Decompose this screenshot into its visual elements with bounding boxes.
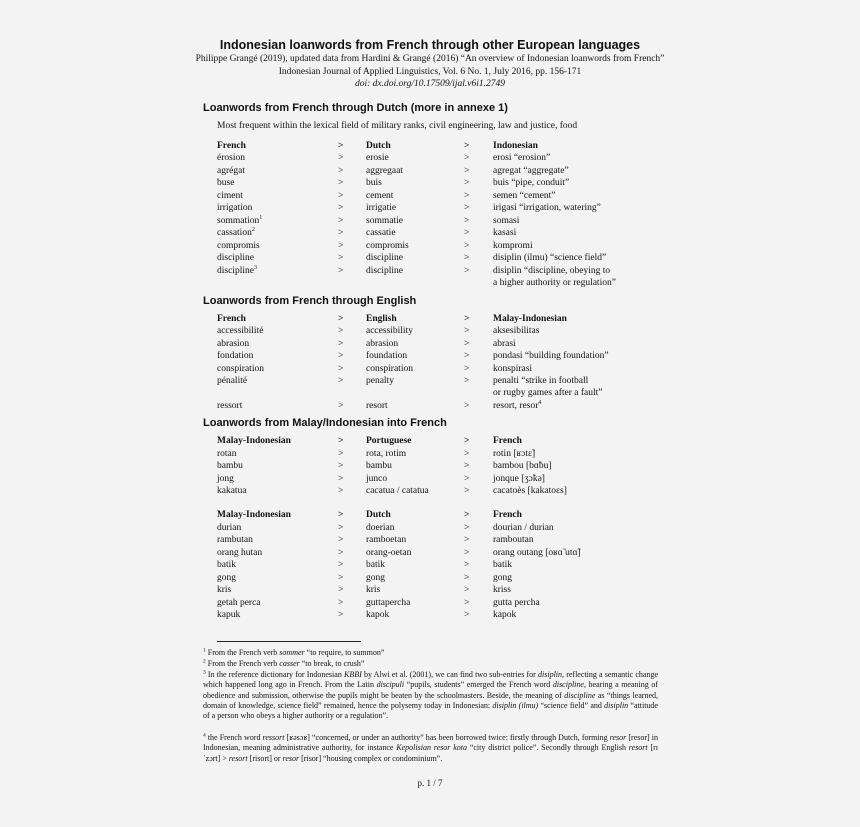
document-title: Indonesian loanwords from French through other European languages [219,38,641,52]
cell-arrow: > [338,191,344,201]
footnote-term: KBBI [344,670,362,679]
table-row [0,338,860,351]
footnote-term: disiplin [604,700,629,710]
cell-target: aksesibilitas [493,326,540,336]
cell-source: pénalité [217,376,248,386]
cell-arrow: > [464,585,470,595]
cell-arrow: > [464,560,470,570]
cell-source: agrégat [217,166,245,176]
header-cell: Malay-Indonesian [217,436,291,446]
footnote-term: casser [279,659,300,668]
cell-target: kompromi [493,241,533,251]
table-row [0,375,860,388]
cell-arrow: > [464,573,470,583]
table-row [0,597,860,610]
cell-continuation: a higher authority or regulation” [493,278,616,288]
cell-source: rotan [217,449,237,459]
table-row [0,609,860,622]
footnote-text: In the reference dictionary for Indonesian [207,670,344,679]
footnote-text: “attitude of a person who obeys a higher authority or a regulation”. [203,700,658,721]
cell-via: sommatie [366,216,403,226]
cell-target: agregat “aggregate” [493,166,569,176]
cell-source: bambu [217,461,243,471]
cell-target [493,400,541,413]
cell-target: jonque [ʒɔ̃kə] [493,474,545,484]
cell-arrow: > [338,364,344,374]
cell-via: doerian [366,523,395,533]
cell-source: kapuk [217,610,241,620]
footnote-text: , bearing a meaning of obedience and submission, otherwise the pupils might be beaten by the schoolmasters. Beside, the meaning of [203,680,658,700]
cell-source: érosion [217,153,245,163]
footnote-number: 4 [203,732,206,739]
cell-source [217,265,257,278]
footnote-text: From the French verb [207,659,280,668]
footnote-number: 1 [203,647,206,654]
cell-target: ramboutan [493,535,534,545]
footnote-term: resor [282,753,300,763]
footnote-text: [risort] or [247,753,283,763]
cell-arrow: > [464,216,470,226]
header-cell: > [338,510,344,520]
cell-source: orang hutan [217,548,263,558]
cell-arrow: > [464,523,470,533]
cell-target: konspirasi [493,364,533,374]
cell-target-text: resort, resor [493,401,539,411]
table-row [0,265,860,278]
cell-arrow: > [338,241,344,251]
footnote-separator [217,641,361,642]
table-header [0,435,860,448]
footnote-text: “to require, to summon” [304,648,385,657]
page-number: p. 1 / 7 [417,778,443,788]
table-row [0,227,860,240]
cell-arrow: > [338,253,344,263]
footnote-term: disiplin (ilmu) [492,700,539,710]
cell-via: accessibility [366,326,413,336]
footnote-text: “city district police”. Secondly through English [467,743,629,753]
cell-arrow: > [464,474,470,484]
footnote-term: resort [628,743,648,753]
table-row [0,448,860,461]
cell-source: irrigation [217,203,253,213]
cell-target: bambou [bɑ̃bu] [493,461,552,471]
cell-source: discipline [217,253,254,263]
header-cell: Dutch [366,510,391,520]
citation-line-1: Philippe Grangé (2019), updated data from Hardini & Grangé (2016) “An overview of Indonesian loanwords [195,54,611,64]
table-row [0,240,860,253]
header-cell: French [493,436,522,446]
cell-source: ressort [217,401,243,411]
cell-arrow: > [338,216,344,226]
cell-arrow: > [338,339,344,349]
cell-arrow: > [338,351,344,361]
cell-arrow: > [464,253,470,263]
cell-via: kapok [366,610,390,620]
cell-arrow: > [464,449,470,459]
header-cell: Indonesian [493,141,538,151]
footnote-term: resort [228,753,248,763]
cell-source-text: sommation [217,216,260,226]
cell-via: cacatua / catatua [366,486,429,496]
cell-arrow: > [338,401,344,411]
header-cell: French [217,314,246,324]
cell-target: kapok [493,610,517,620]
footnote-term: disiplin [538,670,563,679]
cell-arrow: > [338,166,344,176]
section-heading-malay-french: Loanwords from Malay/Indonesian into French [203,417,447,429]
cell-target: erosi “erosion” [493,153,551,163]
cell-via: kris [366,585,381,595]
cell-arrow: > [464,153,470,163]
header-cell: Dutch [366,141,391,151]
cell-arrow: > [464,535,470,545]
table-header [0,140,860,153]
cell-source: compromis [217,241,260,251]
cell-source: getah perca [217,598,261,608]
table-row [0,152,860,165]
table-row [0,485,860,498]
cell-via: conspiration [366,364,413,374]
footnote-text: [risor] “housing complex or condominium”. [299,753,443,763]
header-cell: > [338,436,344,446]
header-cell: English [366,314,397,324]
footnote-text: [resor] in Indonesian, meaning administrative authority, for instance [203,733,658,753]
footnote-term: ressort [262,733,285,742]
footnote-text: , reflecting a semantic change which happened long ago in French. From the Latin [203,670,658,690]
cell-arrow: > [464,548,470,558]
cell-arrow: > [338,523,344,533]
cell-source [217,215,262,228]
cell-arrow: > [464,178,470,188]
cell-arrow: > [338,486,344,496]
footnote-text: the French word [205,733,263,742]
cell-arrow: > [464,326,470,336]
cell-target: pondasi “building foundation” [493,351,609,361]
header-cell: > [464,314,470,324]
table-row [0,190,860,203]
header-cell: Malay-Indonesian [493,314,567,324]
doi-link[interactable]: doi: dx.doi.org/10.17509/ijal.v6i1.2749 [354,79,506,89]
cell-source: fondation [217,351,254,361]
header-cell: > [464,141,470,151]
cell-arrow: > [338,610,344,620]
footnote-number: 2 [203,658,206,665]
cell-target: irigasi “irrigation, watering” [493,203,601,213]
cell-via: ramboetan [366,535,407,545]
cell-source: durian [217,523,242,533]
footnote-text: “science field” and [538,700,605,710]
cell-via: orang-oetan [366,548,412,558]
cell-source: batik [217,560,236,570]
footnote-term: Kepolisian resor kota [396,743,467,753]
footnote-2 [203,659,658,669]
section-intro: Most frequent within the lexical field of military ranks, civil engineering, law and justice, food [217,121,578,131]
header-cell: French [217,141,246,151]
cell-arrow: > [338,203,344,213]
header-cell: French [493,510,522,520]
footnote-ref-3[interactable]: 3 [253,264,257,271]
cell-via: penalty [366,376,394,386]
footnote-text: by Alwi et al. (2001), we can find two sub-entries for [361,670,539,679]
footnote-term: discipline [564,690,596,700]
cell-arrow: > [464,228,470,238]
cell-via: erosie [366,153,389,163]
cell-target: orang outang [oʁɑ̃ utɑ̃] [493,548,581,558]
cell-arrow: > [464,486,470,496]
table-row [0,177,860,190]
cell-target: abrasi [493,339,516,349]
cell-target: penalti “strike in football [493,376,589,386]
footnote-text: as “things learned, domain of knowledge, science field” remained, hence the polysemy today in Indonesian: [203,690,658,710]
section-heading-french-english: Loanwords from French through English [203,295,417,307]
table-row [0,584,860,597]
cell-via: aggregaat [366,166,403,176]
cell-target: semen “cement” [493,191,556,201]
table-row [0,400,860,413]
cell-via: gong [366,573,385,583]
cell-arrow: > [464,598,470,608]
citation-line-2: from French” Indonesian Journal of Applied Linguistics, Vol. 6 No. 1, July 2016, pp. 156-171 [278,54,665,77]
table-row [0,252,860,265]
cell-source: abrasion [217,339,250,349]
cell-arrow: > [464,339,470,349]
cell-arrow: > [338,560,344,570]
cell-arrow: > [464,191,470,201]
footnote-text: From the French verb [207,648,280,657]
footnote-term: sommer [279,648,305,657]
cell-arrow: > [338,178,344,188]
cell-arrow: > [464,401,470,411]
cell-via: abrasion [366,339,399,349]
cell-arrow: > [338,548,344,558]
cell-arrow: > [338,266,344,276]
cell-continuation: or rugby games after a fault” [493,388,603,398]
cell-arrow: > [338,376,344,386]
cell-source: accessibilité [217,326,264,336]
cell-source: buse [217,178,235,188]
footnote-text: “to break, to crush” [299,659,365,668]
cell-arrow: > [338,449,344,459]
cell-arrow: > [464,376,470,386]
cell-source: gong [217,573,236,583]
cell-target: gong [493,573,512,583]
table-row [0,559,860,572]
footnote-term: discipuli [376,680,405,690]
footnote-number: 3 [203,669,206,676]
table-row [0,215,860,228]
cell-target: kasasi [493,228,517,238]
table-row [0,363,860,376]
cell-arrow: > [338,535,344,545]
table-row [0,547,860,560]
cell-source-text: discipline [217,266,254,276]
cell-arrow: > [338,598,344,608]
table-header [0,313,860,326]
footnote-ref-4[interactable]: 4 [538,399,542,406]
cell-source [217,227,255,240]
cell-target: rotin [ʁɔtɛ̃] [493,449,536,459]
cell-target: kriss [493,585,511,595]
table-row [0,473,860,486]
cell-via: junco [366,474,388,484]
table-row [0,350,860,363]
header-cell: Portuguese [366,436,412,446]
cell-arrow: > [464,351,470,361]
cell-target: buis “pipe, conduit” [493,178,570,188]
cell-arrow: > [464,203,470,213]
cell-target: batik [493,560,512,570]
cell-arrow: > [338,573,344,583]
cell-target: somasi [493,216,520,226]
cell-source: rambutan [217,535,253,545]
table-row [0,202,860,215]
section-heading-french-dutch: Loanwords from French through Dutch (more in annexe 1) [203,102,508,114]
cell-target: disiplin (ilmu) “science field” [493,253,607,263]
header-cell: Malay-Indonesian [217,510,291,520]
cell-via: batik [366,560,385,570]
cell-arrow: > [464,266,470,276]
footnote-ref-2[interactable]: 2 [251,226,255,233]
cell-arrow: > [464,610,470,620]
header-cell: > [338,314,344,324]
footnote-1 [203,648,658,658]
cell-arrow: > [338,228,344,238]
table-row [0,165,860,178]
cell-source: jong [217,474,234,484]
footnote-text: [rɪˈzɔrt] > [203,743,658,763]
table-row [0,325,860,338]
cell-via: buis [366,178,382,188]
cell-arrow: > [464,461,470,471]
table-row [0,522,860,535]
cell-target: cacatoès [kakatoɛs] [493,486,567,496]
cell-arrow: > [464,364,470,374]
footnote-text: [ʁəsɔʁ] “concerned, or under an authority” has been borrowed twice: firstly through Dutch, forming [284,733,610,742]
cell-arrow: > [464,241,470,251]
cell-source: kakatua [217,486,247,496]
table-row [0,572,860,585]
cell-via: resort [366,401,388,411]
footnote-3 [203,670,658,721]
cell-target: gutta percha [493,598,540,608]
footnote-term: discipline [552,680,584,690]
footnote-4 [203,733,658,764]
cell-via: discipline [366,253,403,263]
cell-source: kris [217,585,232,595]
cell-via: compromis [366,241,409,251]
cell-source: ciment [217,191,243,201]
cell-arrow: > [338,585,344,595]
cell-via: guttapercha [366,598,411,608]
cell-via: cassatie [366,228,396,238]
cell-via: bambu [366,461,392,471]
cell-source: conspiration [217,364,264,374]
cell-via: foundation [366,351,408,361]
footnote-ref-1[interactable]: 1 [259,214,263,221]
cell-arrow: > [338,474,344,484]
cell-target: dourian / durian [493,523,554,533]
table-row [0,460,860,473]
cell-via: irrigatie [366,203,397,213]
header-cell: > [464,436,470,446]
cell-arrow: > [464,166,470,176]
cell-arrow: > [338,326,344,336]
table-header [0,509,860,522]
footnote-term: resor [609,733,627,742]
header-cell: > [338,141,344,151]
cell-via: cement [366,191,394,201]
cell-source-text: cassation [217,228,252,238]
header-cell: > [464,510,470,520]
cell-arrow: > [338,461,344,471]
cell-arrow: > [338,153,344,163]
cell-via: discipline [366,266,403,276]
cell-via: rota, rotim [366,449,407,459]
table-row [0,534,860,547]
cell-target: disiplin “discipline, obeying to [493,266,611,276]
footnote-text: “pupils, students” emerged the French word [404,680,553,690]
citation-block [190,53,670,91]
